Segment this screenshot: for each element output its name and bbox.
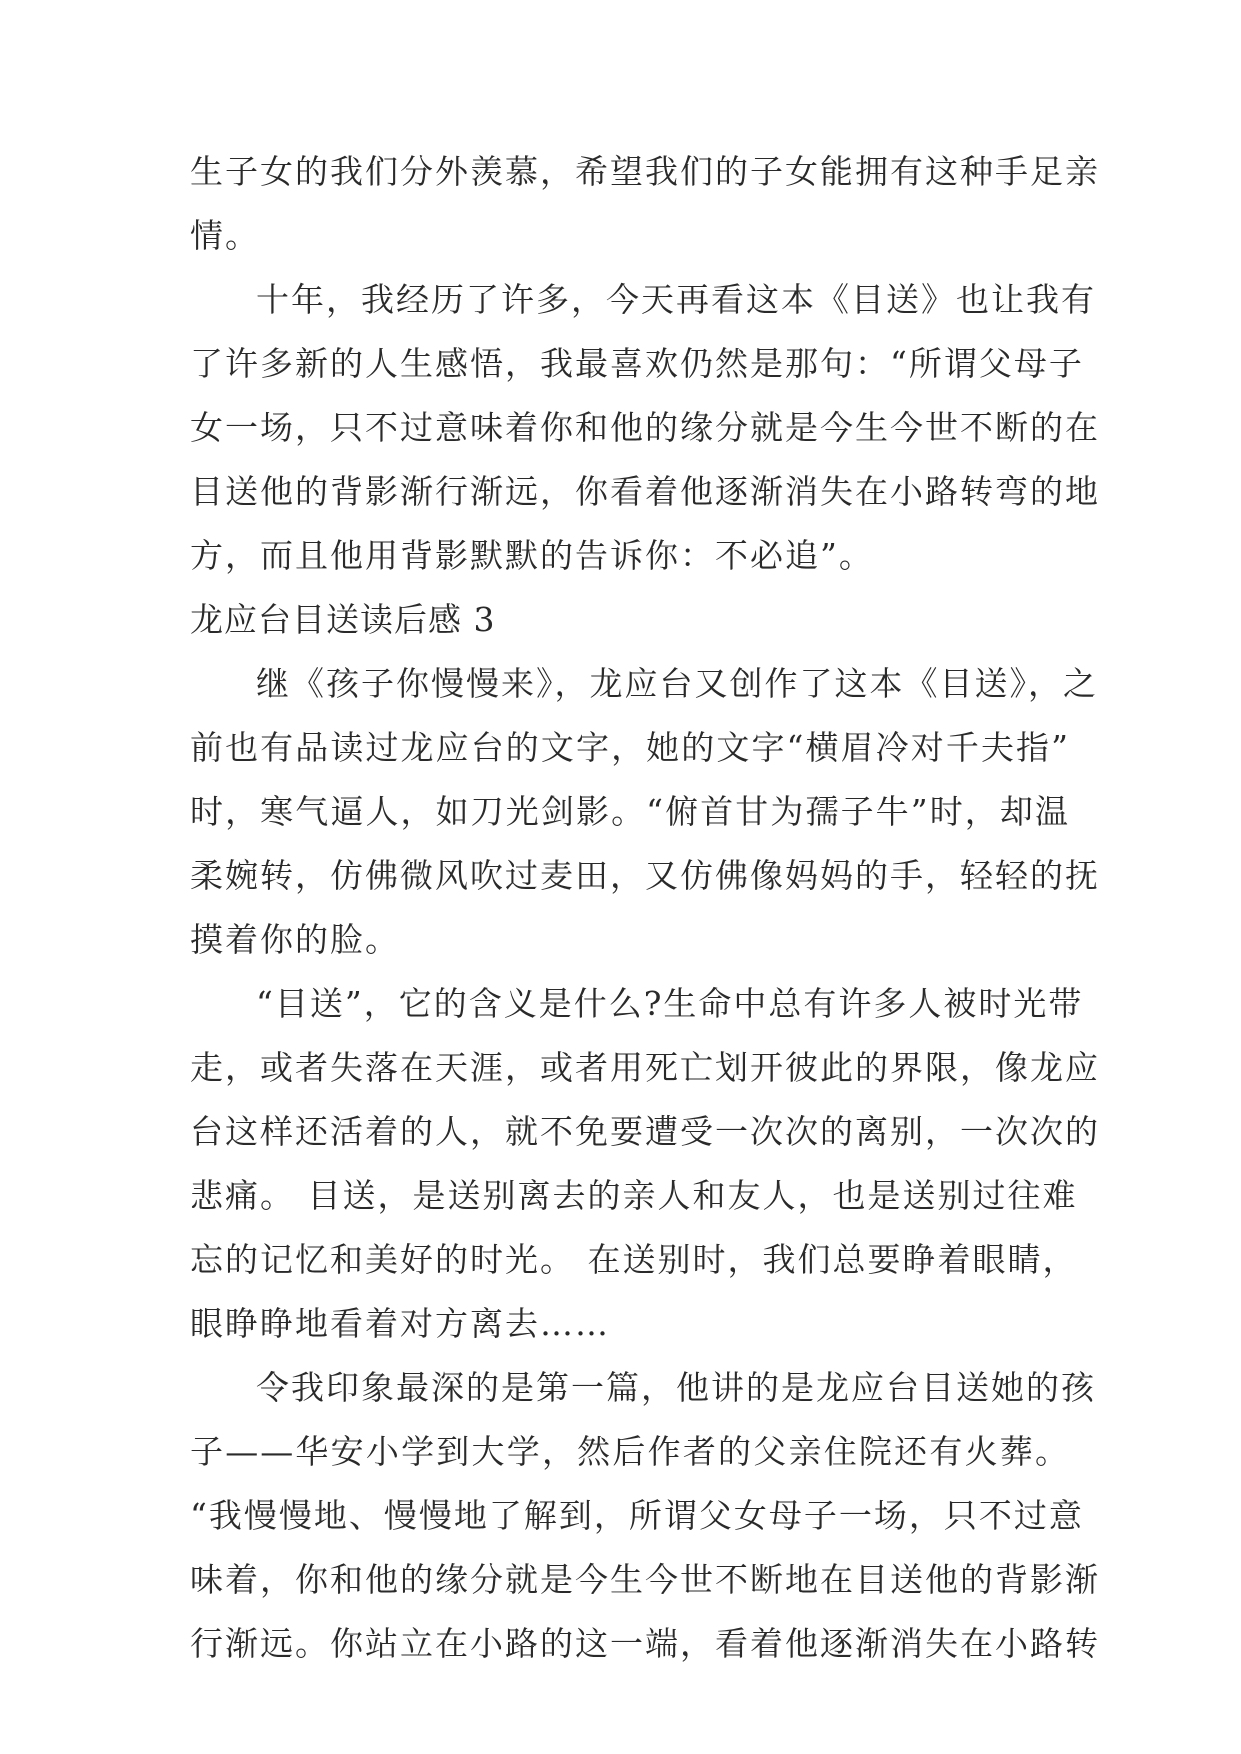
text-line: 了许多新的人生感悟，我最喜欢仍然是那句：“所谓父母子 xyxy=(190,344,1084,383)
text-line: 方，而且他用背影默默的告诉你：不必追”。 xyxy=(190,536,874,575)
text-line: 走，或者失落在天涯，或者用死亡划开彼此的界限，像龙应 xyxy=(190,1048,1100,1087)
text-line: 令我印象最深的是第一篇，他讲的是龙应台目送她的孩 xyxy=(256,1368,1096,1407)
text-line: 台这样还活着的人，就不免要遭受一次次的离别，一次次的 xyxy=(190,1112,1100,1151)
text-line: 味着，你和他的缘分就是今生今世不断地在目送他的背影渐 xyxy=(190,1560,1100,1599)
text-line: 前也有品读过龙应台的文字，她的文字“横眉冷对千夫指” xyxy=(190,728,1070,767)
text-line: 柔婉转，仿佛微风吹过麦田，又仿佛像妈妈的手，轻轻的抚 xyxy=(190,856,1100,895)
text-line: 忘的记忆和美好的时光。 在送别时，我们总要睁着眼睛， xyxy=(190,1240,1078,1279)
text-line: 摸着你的脸。 xyxy=(190,920,400,959)
text-line: 时，寒气逼人，如刀光剑影。“俯首甘为孺子牛”时，却温 xyxy=(190,792,1070,831)
text-line: “我慢慢地、慢慢地了解到，所谓父女母子一场，只不过意 xyxy=(190,1496,1084,1535)
text-line: 悲痛。 目送，是送别离去的亲人和友人，也是送别过往难 xyxy=(190,1176,1078,1215)
text-line: 继《孩子你慢慢来》，龙应台又创作了这本《目送》，之 xyxy=(256,664,1098,703)
text-line: 情。 xyxy=(190,216,260,255)
text-line: “目送”，它的含义是什么?生命中总有许多人被时光带 xyxy=(256,984,1084,1023)
text-line: 目送他的背影渐行渐远，你看着他逐渐消失在小路转弯的地 xyxy=(190,472,1100,511)
text-line: 行渐远。你站立在小路的这一端，看着他逐渐消失在小路转 xyxy=(190,1624,1100,1663)
section-heading: 龙应台目送读后感 3 xyxy=(190,600,496,639)
text-line: 女一场，只不过意味着你和他的缘分就是今生今世不断的在 xyxy=(190,408,1100,447)
text-line: 子——华安小学到大学，然后作者的父亲住院还有火葬。 xyxy=(190,1432,1070,1471)
text-line: 十年，我经历了许多，今天再看这本《目送》也让我有 xyxy=(256,280,1096,319)
text-line: 眼睁睁地看着对方离去…… xyxy=(190,1304,610,1343)
text-line: 生子女的我们分外羡慕，希望我们的子女能拥有这种手足亲 xyxy=(190,152,1100,191)
